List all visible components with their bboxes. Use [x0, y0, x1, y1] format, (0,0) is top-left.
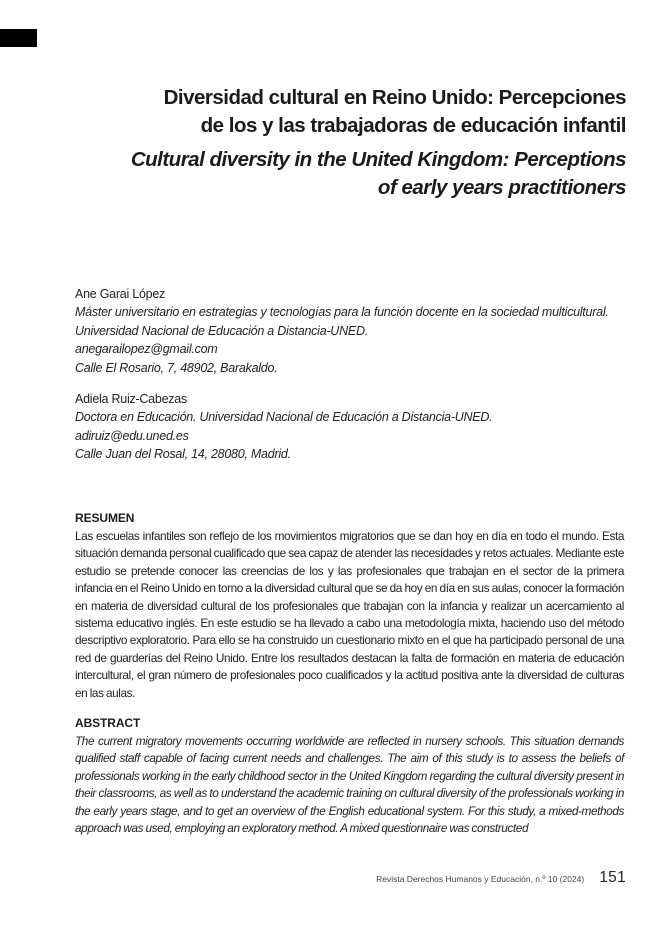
author-email: adiruiz@edu.uned.es [75, 428, 189, 443]
authors-section [75, 285, 624, 464]
author-name: Ane Garai López [75, 287, 166, 301]
scan-artifact-mark [0, 29, 37, 47]
resumen-section [75, 510, 624, 702]
author-block-2 [75, 390, 624, 464]
author-address: Calle El Rosario, 7, 48902, Barakaldo. [75, 360, 278, 375]
resumen-heading: RESUMEN [75, 511, 135, 525]
article-title-spanish [131, 84, 626, 140]
title-en-line-1: Cultural diversity in the United Kingdom: Perceptions [130, 148, 626, 171]
page-footer [376, 869, 626, 887]
article-title-block [131, 84, 626, 202]
author-name: Adiela Ruiz-Cabezas [75, 392, 187, 407]
footer-page-number: 151 [599, 869, 626, 886]
title-es-line-1: Diversidad cultural en Reino Unido: Percepciones [163, 86, 626, 109]
abstract-heading: ABSTRACT [75, 716, 141, 730]
abstract-body: The current migratory movements occurring worldwide are reflected in nursery schools. This situation demands qualified staff capable of facing current needs and challenges. The aim of this study is to assess the beliefs of professionals working in the early childhood sector in the United Kingdom regarding the cultural diversity present in their classrooms, as well as to understand the academic training on cultural diversity of the professionals working in the early years stage, and to get an overview of the English educational system. For this study, a mixed-methods approach was used, employing an exploratory method. A mixed questionnaire was constructed [75, 734, 624, 836]
author-block-1 [75, 285, 624, 377]
author-affiliation: Doctora en Educación. Universidad Nacional de Educación a Distancia-UNED. [75, 410, 493, 425]
footer-journal-info: Revista Derechos Humanos y Educación, n.º 10 (2024) [376, 874, 585, 884]
author-email: anegarailopez@gmail.com [75, 342, 218, 357]
author-address: Calle Juan del Rosal, 14, 28080, Madrid. [75, 447, 291, 462]
article-title-english [131, 146, 626, 202]
title-es-line-2: de los y las trabajadoras de educación infantil [200, 114, 626, 137]
resumen-body: Las escuelas infantiles son reflejo de los movimientos migratorios que se dan hoy en día en todo el mundo. Esta situación demanda personal cualificado que sea capaz de atender las necesidades y retos actuales. Mediante este estudio se pretende conocer las creencias de los y las profesionales que trabajan en el sector de la primera infancia en el Reino Unido en torno a la diversidad cultural que se da hoy en día en sus aulas, conocer la formación en materia de diversidad cultural de los profesionales que trabajan con la infancia y realizar un acercamiento al sistema educativo inglés. En este estudio se ha llevado a cabo una metodología mixta, haciendo uso del método descriptivo exploratorio. Para ello se ha construido un cuestionario mixto en el que ha participado personal de una red de guarderías del Reino Unido. Entre los resultados destacan la falta de formación en materia de educación intercultural, el gran número de profesionales poco cualificados y la actitud positiva ante la diversidad de culturas en las aulas. [75, 529, 624, 700]
title-en-line-2: of early years practitioners [377, 176, 626, 199]
author-affiliation: Máster universitario en estrategias y tecnologías para la función docente en la sociedad multicultural. Universidad Nacional de Educación a Distancia-UNED. [75, 305, 609, 338]
abstract-section [75, 715, 624, 837]
